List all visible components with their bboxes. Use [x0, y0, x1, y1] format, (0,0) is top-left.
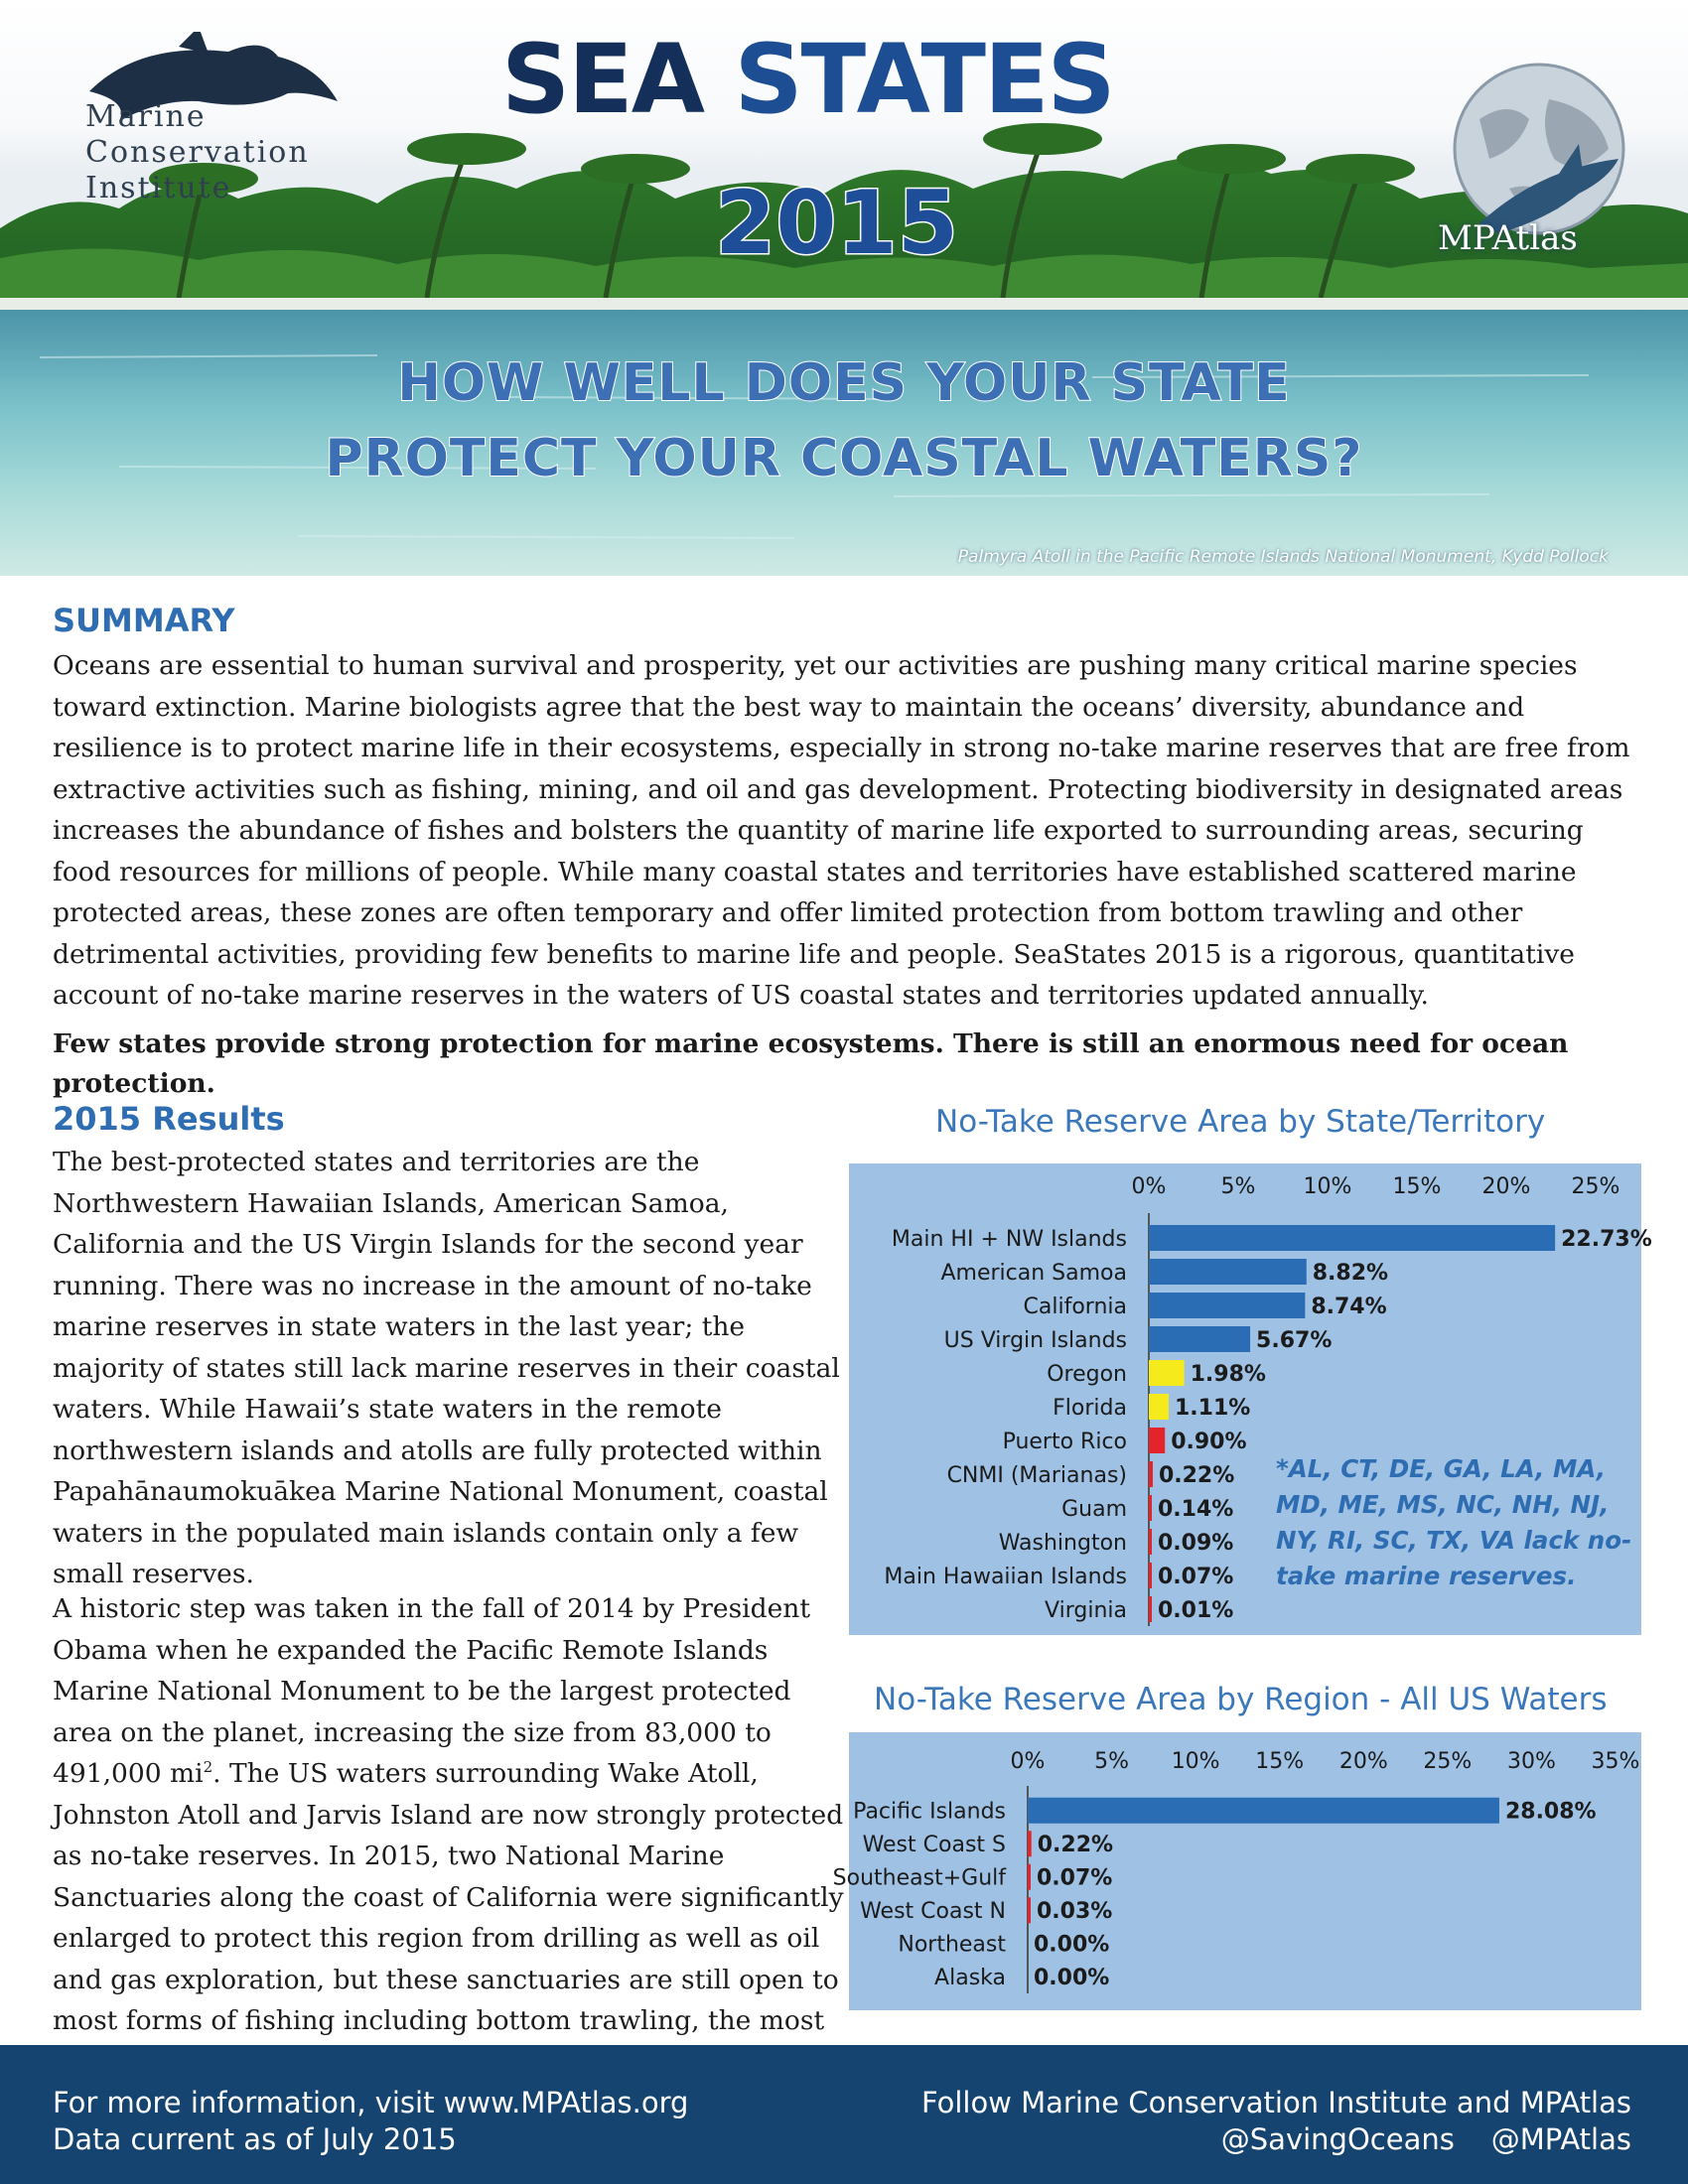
category-label: US Virgin Islands [943, 1327, 1127, 1353]
chart-title-state: No-Take Reserve Area by State/Territory [935, 1104, 1546, 1140]
results-p2-text: A historic step was taken in the fall of 2014 by President Obama when he expanded the Pacific Remote Islands Marine National Monument to be the largest protected area on the planet, increasing the size from 83,000 to 491,000 mi [53, 1593, 811, 1789]
category-label: West Coast S [862, 1833, 1006, 1858]
title-part1: SEA [501, 24, 704, 135]
bar [1149, 1293, 1305, 1318]
footer-follow: Follow Marine Conservation Institute and MPAtlas [920, 2086, 1631, 2119]
value-label: 0.03% [1037, 1899, 1113, 1925]
value-label: 22.73% [1561, 1226, 1652, 1252]
org-name [85, 99, 310, 206]
bar [1149, 1326, 1250, 1352]
category-label: American Samoa [940, 1260, 1127, 1286]
bar [1149, 1596, 1152, 1622]
x-tick-label: 10% [1303, 1174, 1352, 1199]
bar [1028, 1864, 1031, 1890]
org-name-line3: Institute [85, 171, 232, 205]
superscript: 2 [203, 1758, 213, 1777]
chart-state-panel [849, 1163, 1652, 1635]
category-label: Oregon [1047, 1361, 1127, 1387]
bar [1149, 1394, 1169, 1420]
value-label: 0.09% [1158, 1530, 1234, 1556]
results-p2-text-cont: . The US waters surrounding Wake Atoll, Johnston Atoll and Jarvis Island are now strongly protected as no-take reserves. In 2015, two National Marine Sanctuaries along the coast of California were significantly enlarged to protect this region from drilling as well as oil and gas exploration, but these sanctuaries are still open to most forms of fishing including bottom trawling, the most [53, 1758, 844, 2036]
chart-state-note: *AL, CT, DE, GA, LA, MA, MD, ME, MS, NC, NH, NJ, NY, RI, SC, TX, VA lack no-take marine reserves. [1276, 1454, 1632, 1590]
hero-banner [0, 0, 1688, 576]
x-tick-label: 15% [1255, 1749, 1305, 1774]
value-label: 0.07% [1158, 1564, 1234, 1589]
summary-body: Oceans are essential to human survival and prosperity, yet our activities are pushing many critical marine species toward extinction. Marine biologists agree that the best way to maintain the oceans’ diversity, abundance and resilience is to protect marine life in their ecosystems, especially in strong no-take marine reserves that are free from extractive activities such as fishing, mining, and oil and gas development. Protecting biodiversity in designated areas increases the abundance of fishes and bolsters the quantity of marine life exported to surrounding areas, securing food resources for millions of people. While many coastal states and territories have established scattered marine protected areas, these zones are often temporary and offer limited protection from bottom trawling and other detrimental activities, providing few benefits to marine life and people. SeaStates 2015 is a rigorous, quantitative account of no-take marine reserves in the waters of US coastal states and territories updated annually. [53, 650, 1630, 1011]
title-part2: STATES [734, 24, 1114, 135]
value-label: 0.22% [1158, 1462, 1235, 1488]
x-tick-label: 0% [1010, 1749, 1046, 1774]
bar [1149, 1495, 1152, 1521]
headline-line1: HOW WELL DOES YOUR STATE [397, 353, 1291, 413]
x-tick-label: 20% [1338, 1749, 1388, 1774]
headline-line2: PROTECT YOUR COASTAL WATERS? [325, 429, 1363, 488]
x-tick-label: 25% [1571, 1174, 1620, 1199]
category-label: Washington [998, 1530, 1127, 1556]
category-label: CNMI (Marianas) [946, 1462, 1127, 1488]
results-heading: 2015 Results [53, 1100, 285, 1138]
value-label: 0.01% [1158, 1597, 1234, 1623]
footer-info: For more information, visit www.MPAtlas.org [53, 2086, 689, 2119]
value-label: 5.67% [1256, 1327, 1333, 1353]
category-label: Main HI + NW Islands [891, 1226, 1127, 1252]
org-name-line2: Conservation [85, 135, 310, 170]
footer [0, 2045, 1688, 2184]
bar [1149, 1259, 1307, 1285]
bar [1149, 1529, 1152, 1555]
category-label: Puerto Rico [1002, 1429, 1127, 1454]
value-label: 0.00% [1034, 1932, 1110, 1958]
category-label: West Coast N [860, 1899, 1006, 1925]
category-label: Main Hawaiian Islands [884, 1564, 1127, 1589]
bar [1149, 1428, 1165, 1453]
value-label: 8.74% [1311, 1294, 1387, 1319]
bar [1028, 1831, 1032, 1856]
report-year: 2015 [715, 172, 958, 274]
x-tick-label: 20% [1481, 1174, 1531, 1199]
category-label: Guam [1061, 1496, 1127, 1522]
x-tick-label: 5% [1094, 1749, 1130, 1774]
category-label: Alaska [934, 1966, 1006, 1991]
category-label: California [1023, 1294, 1127, 1319]
x-tick-label: 30% [1506, 1749, 1556, 1774]
value-label: 8.82% [1312, 1260, 1389, 1286]
value-label: 1.11% [1174, 1395, 1251, 1421]
org-name-line1: Marine [85, 99, 207, 134]
results-paragraph-2 [53, 1588, 847, 2083]
report-title [501, 24, 1114, 135]
footer-handles: @SavingOceans @MPAtlas [1220, 2122, 1631, 2156]
photo-caption: Palmyra Atoll in the Pacific Remote Islands National Monument, Kydd Pollock [957, 547, 1609, 567]
results-paragraph-1: The best-protected states and territories are the Northwestern Hawaiian Islands, American Samoa, California and the US Virgin Islands for the second year running. There was no increase in the amount of no-take marine reserves in state waters in the last year; the majority of states still lack marine reserves in their coastal waters. While Hawaii’s state waters in the remote northwestern islands and atolls are fully protected within Papahānaumokuākea Marine National Monument, coastal waters in the populated main islands contain only a few small reserves. [53, 1147, 840, 1589]
x-tick-label: 5% [1220, 1174, 1256, 1199]
value-label: 0.07% [1037, 1865, 1113, 1891]
category-label: Southeast+Gulf [832, 1865, 1006, 1891]
category-label: Florida [1053, 1395, 1127, 1421]
x-tick-label: 25% [1423, 1749, 1473, 1774]
chart-region-svg [832, 1732, 1641, 2010]
partner-logo-text: MPAtlas [1438, 218, 1578, 258]
category-label: Northeast [898, 1932, 1006, 1958]
category-label: Virginia [1045, 1597, 1127, 1623]
x-tick-label: 0% [1131, 1174, 1167, 1199]
bar [1149, 1563, 1152, 1588]
value-label: 0.14% [1158, 1496, 1234, 1522]
bar [1149, 1360, 1185, 1386]
x-tick-label: 35% [1591, 1749, 1640, 1774]
footer-data-date: Data current as of July 2015 [53, 2122, 457, 2156]
value-label: 28.08% [1504, 1799, 1597, 1825]
summary-heading: SUMMARY [53, 602, 235, 639]
bar [1028, 1798, 1499, 1824]
chart-title-region: No-Take Reserve Area by Region - All US Waters [874, 1682, 1608, 1717]
value-label: 1.98% [1190, 1361, 1266, 1387]
value-label: 0.90% [1171, 1429, 1247, 1454]
x-tick-label: 15% [1392, 1174, 1442, 1199]
bar [1028, 1897, 1031, 1923]
category-label: Pacific Islands [853, 1799, 1006, 1825]
value-label: 0.22% [1037, 1833, 1114, 1858]
chart-region-panel [832, 1732, 1641, 2010]
bar [1149, 1225, 1555, 1251]
summary-emphasis: Few states provide strong protection for marine ecosystems. There is still an enormous need for ocean protection. [53, 1028, 1569, 1099]
value-label: 0.00% [1034, 1966, 1110, 1991]
bar [1149, 1461, 1153, 1487]
x-tick-label: 10% [1171, 1749, 1220, 1774]
